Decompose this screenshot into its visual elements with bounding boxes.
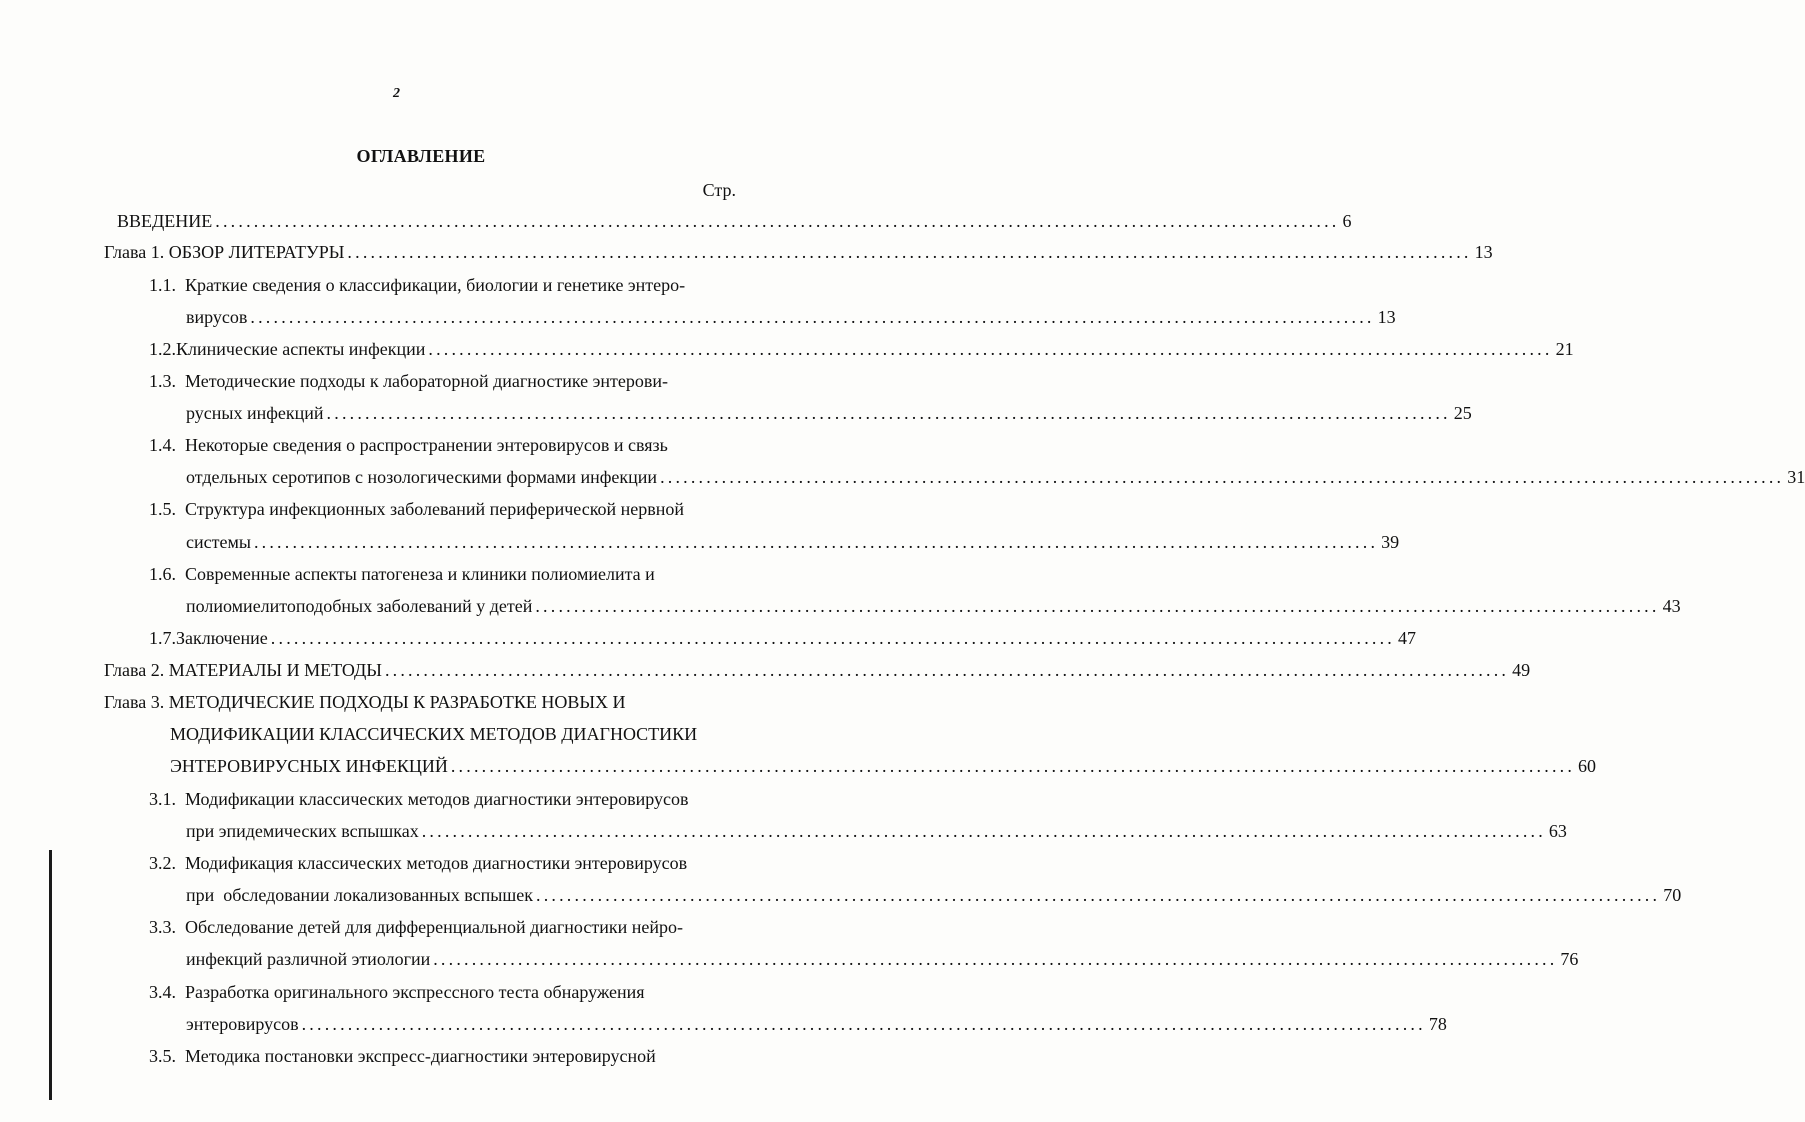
dot-leader: .................................................................................................................................................. [347, 242, 1472, 262]
toc-entry-chapter-1[interactable] [104, 239, 1493, 265]
dot-leader: .................................................................................................................................................. [326, 403, 1451, 423]
toc-entry-section-3-3[interactable] [149, 914, 749, 940]
toc-entry-text: отдельных серотипов с нозологическими формами инфекции [186, 467, 658, 487]
toc-entry-section-1-3-cont[interactable] [186, 400, 1472, 426]
dot-leader: .................................................................................................................................................. [660, 467, 1785, 487]
toc-entry-chapter-3[interactable] [104, 689, 744, 715]
toc-entry-text: при обследовании локализованных вспышек [186, 885, 533, 905]
section-number: 1.3. [149, 371, 176, 391]
section-number: 1.5. [149, 499, 176, 519]
page-column-label: Стр. [702, 180, 736, 200]
toc-entry-section-3-1[interactable] [149, 786, 749, 812]
dot-leader: .................................................................................................................................................. [536, 885, 1661, 905]
toc-entry-section-1-7[interactable] [149, 625, 1416, 651]
dot-leader: .................................................................................................................................................. [428, 339, 1553, 359]
toc-entry-text: МОДИФИКАЦИИ КЛАССИЧЕСКИХ МЕТОДОВ ДИАГНОСТИКИ [170, 724, 698, 744]
toc-entry-section-1-4[interactable] [149, 432, 749, 458]
toc-entry-text: Глава 1. ОБЗОР ЛИТЕРАТУРЫ [104, 242, 345, 262]
section-number: 1.6. [149, 564, 176, 584]
toc-entry-text: Модификация классических методов диагностики энтеровирусов [185, 853, 688, 873]
toc-entry-page: 13 [1474, 242, 1493, 262]
toc-entry-page: 31 [1787, 467, 1805, 487]
dot-leader: .................................................................................................................................................. [384, 660, 1510, 680]
toc-entry-text: инфекций различной этиологии [186, 949, 431, 969]
toc-entry-page: 6 [1342, 211, 1352, 231]
toc-entry-page: 60 [1578, 756, 1597, 776]
toc-entry-section-1-1-cont[interactable] [186, 304, 1396, 330]
page-title: ОГЛАВЛЕНИЕ [356, 146, 486, 166]
toc-entry-chapter-3-cont[interactable] [170, 721, 744, 747]
page-number: 2 [393, 86, 400, 101]
section-number: 3.3. [149, 917, 176, 937]
toc-entry-section-3-3-cont[interactable] [186, 946, 1579, 972]
toc-entry-text: Современные аспекты патогенеза и клиники полиомиелита и [185, 564, 655, 584]
toc-entry-section-3-4[interactable] [149, 979, 749, 1005]
toc-entry-text: энтеровирусов [186, 1014, 299, 1034]
dot-leader: .................................................................................................................................................. [250, 307, 1375, 327]
toc-entry-text: Разработка оригинального экспрессного теста обнаружения [185, 982, 645, 1002]
toc-entry-page: 39 [1381, 532, 1400, 552]
section-number: 3.4. [149, 982, 176, 1002]
toc-entry-text: Клинические аспекты инфекции [176, 339, 426, 359]
dot-leader: .................................................................................................................................................. [433, 949, 1558, 969]
section-number: 1.7. [149, 628, 176, 648]
toc-entry-section-1-6-cont[interactable] [186, 593, 1681, 619]
toc-entry-page: 13 [1377, 307, 1396, 327]
toc-entry-text: Обследование детей для дифференциальной диагностики нейро- [185, 917, 683, 937]
section-number: 3.5. [149, 1046, 176, 1066]
toc-entry-section-3-4-cont[interactable] [186, 1011, 1447, 1037]
toc-entry-intro[interactable] [117, 208, 1352, 234]
scan-edge-mark [49, 850, 52, 1100]
toc-entry-text: Структура инфекционных заболеваний периферической нервной [185, 499, 685, 519]
section-number: 1.2. [149, 339, 176, 359]
toc-entry-section-1-1[interactable] [149, 272, 749, 298]
toc-entry-section-3-2-cont[interactable] [186, 882, 1682, 908]
toc-entry-section-3-5[interactable] [149, 1043, 749, 1069]
toc-entry-text: Методика постановки экспресс-диагностики энтеровирусной [185, 1046, 656, 1066]
section-number: 1.1. [149, 275, 176, 295]
toc-entry-page: 63 [1548, 821, 1567, 841]
toc-entry-section-1-2[interactable] [149, 336, 1574, 362]
toc-entry-page: 49 [1512, 660, 1531, 680]
toc-entry-section-3-1-cont[interactable] [186, 818, 1567, 844]
toc-entry-text: системы [186, 532, 251, 552]
toc-entry-text: вирусов [186, 307, 248, 327]
section-number: 1.4. [149, 435, 176, 455]
dot-leader: .................................................................................................................................................. [450, 756, 1576, 776]
toc-entry-text: Заключение [176, 628, 268, 648]
dot-leader: .................................................................................................................................................. [253, 532, 1379, 552]
toc-entry-text: Некоторые сведения о распространении энтеровирусов и связь [185, 435, 668, 455]
section-number: 3.1. [149, 789, 176, 809]
toc-entry-text: при эпидемических вспышках [186, 821, 419, 841]
toc-entry-section-1-4-cont[interactable] [186, 464, 1805, 490]
toc-entry-text: ВВЕДЕНИЕ [117, 211, 213, 231]
toc-entry-section-1-6[interactable] [149, 561, 749, 587]
toc-entry-page: 70 [1663, 885, 1682, 905]
dot-leader: .................................................................................................................................................. [270, 628, 1395, 648]
toc-entry-text: Глава 2. МАТЕРИАЛЫ И МЕТОДЫ [104, 660, 382, 680]
toc-entry-page: 47 [1398, 628, 1416, 648]
toc-entry-chapter-2[interactable] [104, 657, 1531, 683]
toc-entry-text: Глава 3. МЕТОДИЧЕСКИЕ ПОДХОДЫ К РАЗРАБОТКЕ НОВЫХ И [104, 692, 626, 712]
dot-leader: .................................................................................................................................................. [535, 596, 1660, 616]
toc-entry-section-1-5[interactable] [149, 496, 749, 522]
toc-entry-page: 76 [1560, 949, 1579, 969]
toc-entry-text: ЭНТЕРОВИРУСНЫХ ИНФЕКЦИЙ [170, 756, 448, 776]
toc-entry-section-1-3[interactable] [149, 368, 749, 394]
toc-entry-page: 43 [1662, 596, 1681, 616]
toc-entry-section-3-2[interactable] [149, 850, 749, 876]
toc-entry-text: Методические подходы к лабораторной диагностике энтерови- [185, 371, 668, 391]
dot-leader: .................................................................................................................................................. [215, 211, 1340, 231]
toc-entry-text: русных инфекций [186, 403, 324, 423]
toc-entry-section-1-5-cont[interactable] [186, 529, 1400, 555]
dot-leader: .................................................................................................................................................. [301, 1014, 1426, 1034]
toc-entry-text: Модификации классических методов диагностики энтеровирусов [185, 789, 689, 809]
toc-entry-page: 78 [1428, 1014, 1447, 1034]
toc-entry-chapter-3-cont2[interactable] [170, 753, 1597, 779]
section-number: 3.2. [149, 853, 176, 873]
toc-entry-page: 21 [1555, 339, 1574, 359]
toc-entry-page: 25 [1453, 403, 1472, 423]
toc-entry-text: Краткие сведения о классификации, биологии и генетике энтеро- [185, 275, 686, 295]
dot-leader: .................................................................................................................................................. [421, 821, 1546, 841]
toc-entry-text: полиомиелитоподобных заболеваний у детей [186, 596, 533, 616]
